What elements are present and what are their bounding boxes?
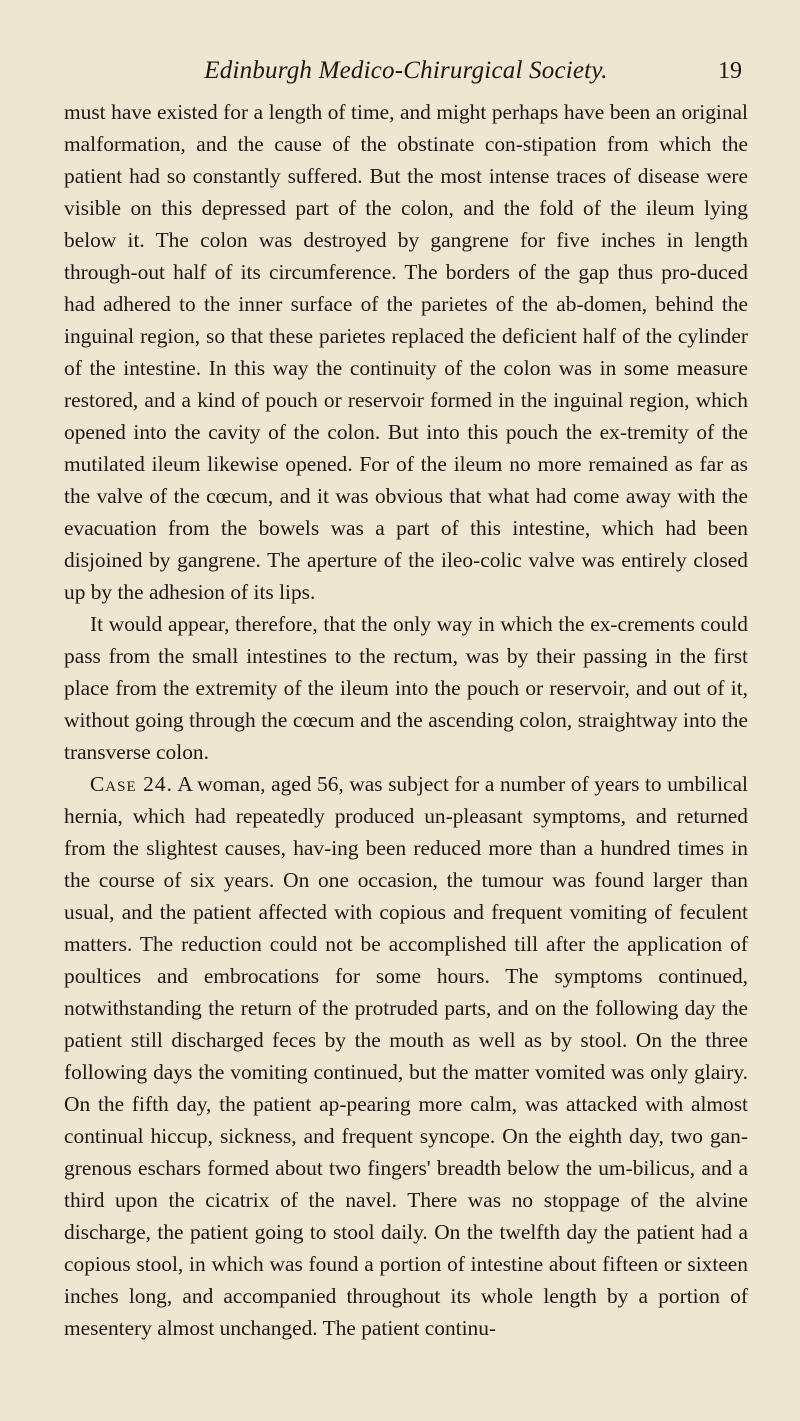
running-title: Edinburgh Medico-Chirurgical Society.	[204, 57, 608, 84]
page-number: 19	[718, 58, 742, 84]
paragraph-3	[64, 768, 748, 1344]
paragraph-2: It would appear, therefore, that the only way in which the ex-crements could pass from the small intestines to the rectum, was by their passing in the first place from the extremity of the ileum into the pouch or reservoir, and out of it, without going through the cœcum and the ascending colon, straightway into the transverse colon.	[64, 612, 748, 764]
case-text: A woman, aged 56, was subject for a number of years to umbilical hernia, which had repeatedly produced un-pleasant symptoms, and returned from the slightest causes, hav-ing been reduced more than a hundred times in the course of six years. On one occasion, the tumour was found larger than usual, and the patient affected with copious and frequent vomiting of feculent matters. The reduction could not be accomplished till after the application of poultices and embrocations for some hours. The symptoms continued, notwithstanding the return of the protruded parts, and on the following day the patient still discharged feces by the mouth as well as by stool. On the three following days the vomiting continued, but the matter vomited was only glairy. On the fifth day, the patient ap-pearing more calm, was attacked with almost continual hiccup, sickness, and frequent syncope. On the eighth day, two gan-grenous eschars formed about two fingers' breadth below the um-bilicus, and a third upon the cicatrix of the navel. There was no stoppage of the alvine discharge, the patient going to stool daily. On the twelfth day the patient had a copious stool, in which was found a portion of intestine about fifteen or sixteen inches long, and accompanied throughout its whole length by a portion of mesentery almost unchanged. The patient continu-	[64, 772, 748, 1340]
page-header	[64, 52, 748, 90]
body-text	[64, 96, 748, 1344]
case-label: Case 24.	[90, 772, 173, 796]
paragraph-1: must have existed for a length of time, and might perhaps have been an original malformation, and the cause of the obstinate con-stipation from which the patient had so constantly suffered. But the most intense traces of disease were visible on this depressed part of the colon, and the fold of the ileum lying below it. The colon was destroyed by gangrene for five inches in length through-out half of its circumference. The borders of the gap thus pro-duced had adhered to the inner surface of the parietes of the ab-domen, behind the inguinal region, so that these parietes replaced the deficient half of the cylinder of the intestine. In this way the continuity of the colon was in some measure restored, and a kind of pouch or reservoir formed in the inguinal region, which opened into the cavity of the colon. But into this pouch the ex-tremity of the mutilated ileum likewise opened. For of the ileum no more remained as far as the valve of the cœcum, and it was obvious that what had come away with the evacuation from the bowels was a part of this intestine, which had been disjoined by gangrene. The aperture of the ileo-colic valve was entirely closed up by the adhesion of its lips.	[64, 100, 748, 604]
